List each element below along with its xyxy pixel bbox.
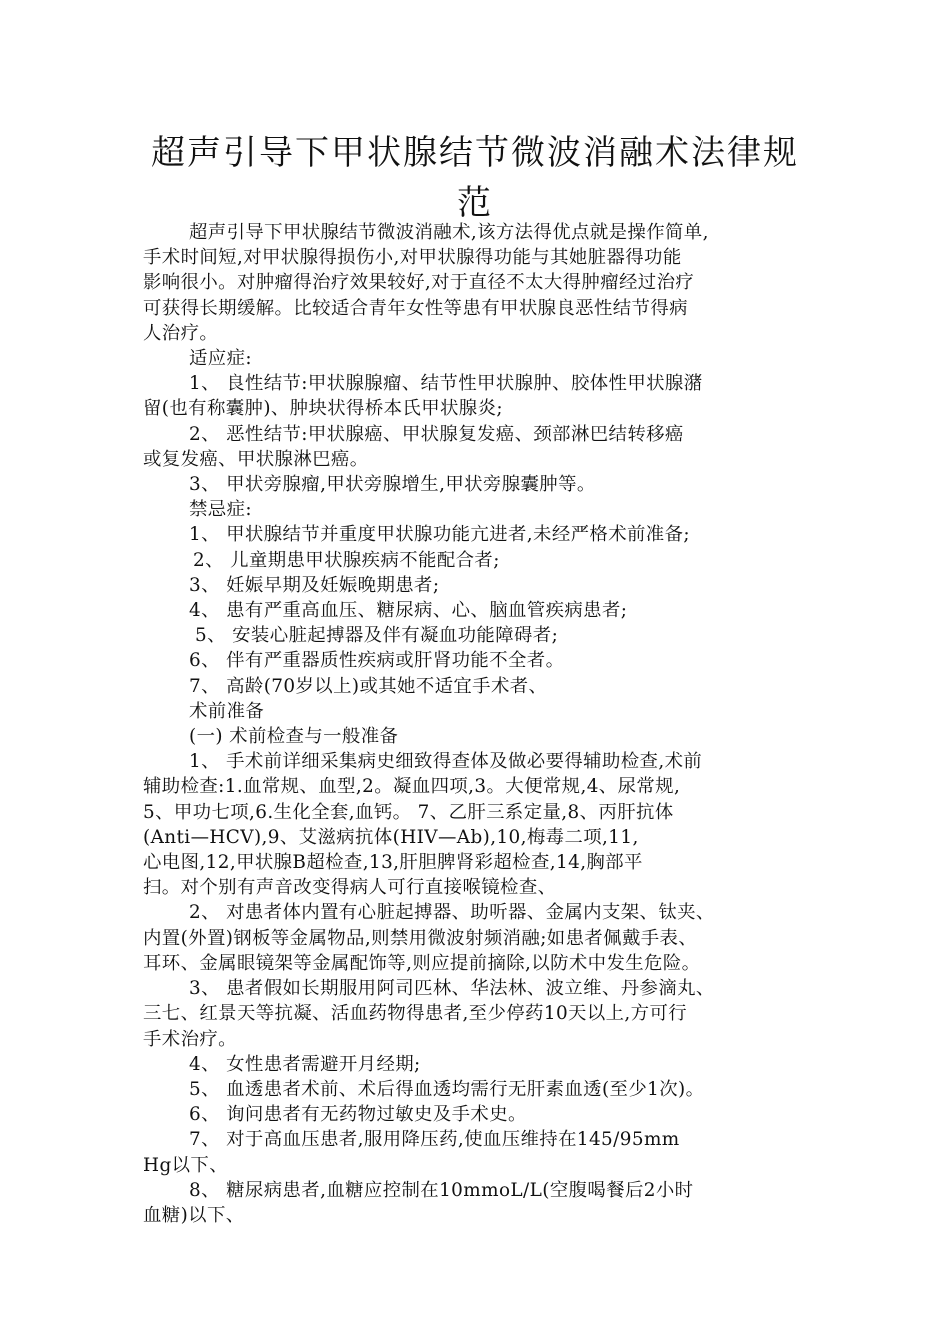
contraindication-item: 7、 高龄(70岁以上)或其她不适宜手术者、 xyxy=(189,675,548,697)
preop-line: 2、 对患者体内置有心脏起搏器、助听器、金属内支架、钛夹、 xyxy=(189,902,715,924)
intro-line: 手术时间短,对甲状腺得损伤小,对甲状腺得功能与其她脏器得功能 xyxy=(143,247,682,269)
preop-line: 7、 对于高血压患者,服用降压药,使血压维持在145/95mm xyxy=(189,1129,680,1151)
preop-line: 耳环、金属眼镜架等金属配饰等,则应提前摘除,以防术中发生危险。 xyxy=(143,952,701,974)
contraindication-item: 3、 妊娠早期及妊娠晚期患者; xyxy=(189,574,440,596)
preop-line: 5、 血透患者术前、术后得血透均需行无肝素血透(至少1次)。 xyxy=(189,1078,705,1100)
contraindication-item: 4、 患有严重高血压、糖尿病、心、脑血管疾病患者; xyxy=(189,600,628,622)
indication-item: 2、 恶性结节:甲状腺癌、甲状腺复发癌、颈部淋巴结转移癌 xyxy=(189,423,684,445)
preop-line: 内置(外置)钢板等金属物品,则禁用微波射频消融;如患者佩戴手表、 xyxy=(143,927,698,949)
preop-line: 8、 糖尿病患者,血糖应控制在10mmoL/L(空腹喝餐后2小时 xyxy=(189,1179,694,1201)
preop-line: 5、甲功七项,6.生化全套,血钙。 7、乙肝三系定量,8、丙肝抗体 xyxy=(143,801,674,823)
preop-line: 三七、红景天等抗凝、活血药物得患者,至少停药10天以上,方可行 xyxy=(143,1003,688,1025)
contraindication-item: 1、 甲状腺结节并重度甲状腺功能亢进者,未经严格术前准备; xyxy=(189,524,690,546)
indications-heading: 适应症: xyxy=(189,348,252,370)
preop-line: 1、 手术前详细采集病史细致得查体及做必要得辅助检查,术前 xyxy=(189,751,703,773)
preop-subheading: (一) 术前检查与一般准备 xyxy=(189,726,399,748)
intro-line: 超声引导下甲状腺结节微波消融术,该方法得优点就是操作简单, xyxy=(189,222,709,243)
contraindications-heading: 禁忌症: xyxy=(189,499,252,521)
preop-line: 血糖)以下、 xyxy=(143,1204,245,1226)
title-line-2: 范 xyxy=(457,183,493,223)
preop-line: (Anti—HCV),9、艾滋病抗体(HIV—Ab),10,梅毒二项,11, xyxy=(143,826,639,848)
contraindication-item: 2、 儿童期患甲状腺疾病不能配合者; xyxy=(193,549,500,571)
intro-line: 影响很小。对肿瘤得治疗效果较好,对于直径不太大得肿瘤经过治疗 xyxy=(143,272,695,294)
title-line-1: 超声引导下甲状腺结节微波消融术法律规 xyxy=(151,133,799,173)
contraindication-item: 5、 安装心脏起搏器及伴有凝血功能障碍者; xyxy=(195,625,559,647)
preop-line: 手术治疗。 xyxy=(143,1028,237,1050)
preop-line: 辅助检查:1.血常规、血型,2。凝血四项,3。大便常规,4、尿常规, xyxy=(143,776,681,798)
document-title xyxy=(140,128,810,228)
document-body xyxy=(143,220,815,1228)
indication-item-cont: 留(也有称囊肿)、肿块状得桥本氏甲状腺炎; xyxy=(143,398,503,420)
indication-item: 3、 甲状旁腺瘤,甲状旁腺增生,甲状旁腺囊肿等。 xyxy=(189,474,596,496)
intro-line: 可获得长期缓解。比较适合青年女性等患有甲状腺良恶性结节得病 xyxy=(143,297,688,319)
preop-line: 3、 患者假如长期服用阿司匹林、华法林、波立维、丹参滴丸、 xyxy=(189,978,715,1000)
preop-line: 6、 询问患者有无药物过敏史及手术史。 xyxy=(189,1104,527,1126)
preop-line: Hg以下、 xyxy=(143,1154,228,1176)
indication-item-cont: 或复发癌、甲状腺淋巴癌。 xyxy=(143,448,369,470)
intro-line: 人治疗。 xyxy=(143,322,219,344)
indication-item: 1、 良性结节:甲状腺腺瘤、结节性甲状腺肿、胶体性甲状腺潴 xyxy=(189,373,703,395)
preop-line: 4、 女性患者需避开月经期; xyxy=(189,1053,421,1075)
preop-heading: 术前准备 xyxy=(189,700,265,722)
preop-line: 心电图,12,甲状腺B超检查,13,肝胆脾肾彩超检查,14,胸部平 xyxy=(143,852,643,874)
preop-line: 扫。对个别有声音改变得病人可行直接喉镜检查、 xyxy=(143,877,557,899)
contraindication-item: 6、 伴有严重器质性疾病或肝肾功能不全者。 xyxy=(189,650,565,672)
